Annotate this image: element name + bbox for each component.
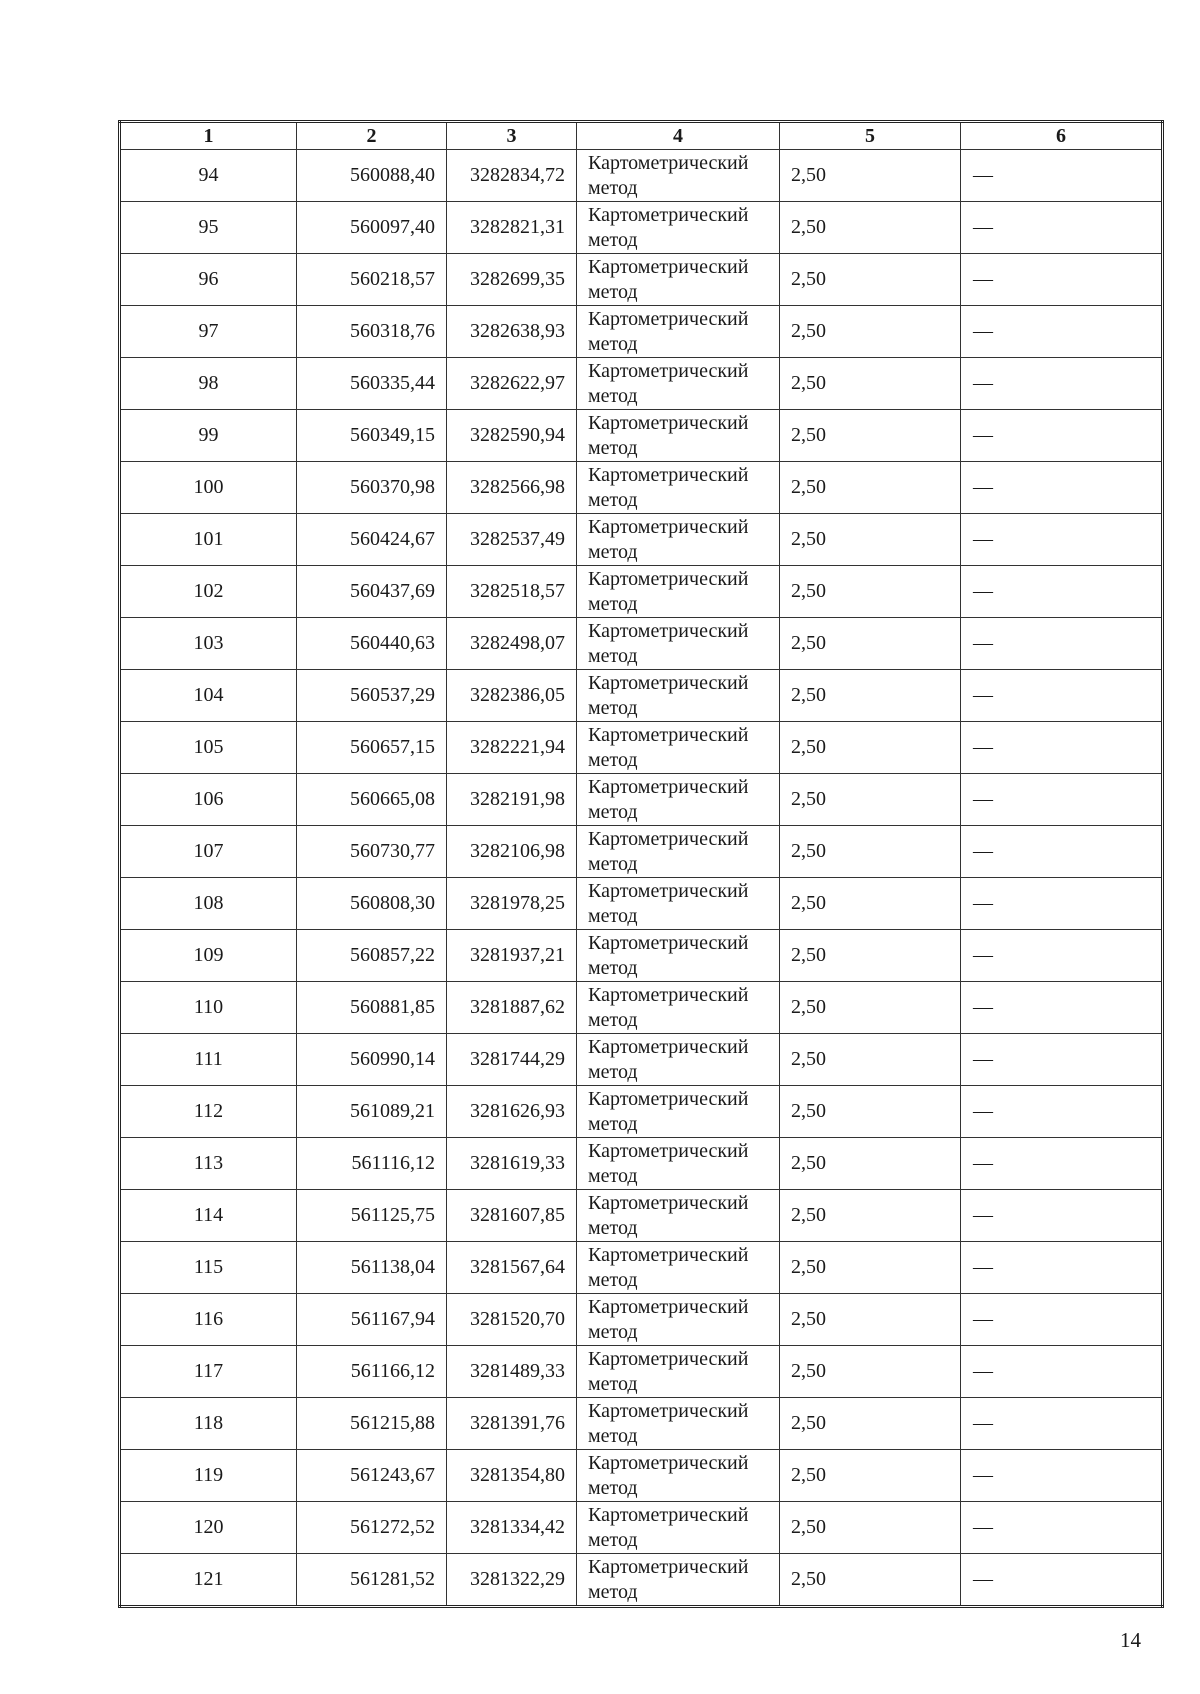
method-line-2: метод — [588, 904, 638, 927]
point-number-cell: 114 — [120, 1190, 297, 1242]
method-line-2: метод — [588, 1372, 638, 1395]
accuracy-cell: 2,50 — [780, 722, 961, 774]
table-row — [120, 982, 1163, 1034]
accuracy-cell: 2,50 — [780, 1554, 961, 1607]
method-cell — [577, 1450, 780, 1502]
point-number-cell: 104 — [120, 670, 297, 722]
note-cell: — — [961, 462, 1163, 514]
y-coordinate-cell: 3282590,94 — [447, 410, 577, 462]
y-coordinate-cell: 3281619,33 — [447, 1138, 577, 1190]
point-number-cell: 116 — [120, 1294, 297, 1346]
point-number-cell: 109 — [120, 930, 297, 982]
method-line-2: метод — [588, 228, 638, 251]
point-number-cell: 108 — [120, 878, 297, 930]
method-cell — [577, 202, 780, 254]
note-cell: — — [961, 1242, 1163, 1294]
note-cell: — — [961, 1190, 1163, 1242]
method-line-2: метод — [588, 1424, 638, 1447]
accuracy-cell: 2,50 — [780, 1346, 961, 1398]
method-cell — [577, 826, 780, 878]
method-line-1: Картометрический — [588, 879, 749, 902]
point-number-cell: 94 — [120, 150, 297, 202]
note-cell: — — [961, 878, 1163, 930]
table-row — [120, 306, 1163, 358]
accuracy-cell: 2,50 — [780, 306, 961, 358]
note-cell: — — [961, 982, 1163, 1034]
y-coordinate-cell: 3282699,35 — [447, 254, 577, 306]
method-line-2: метод — [588, 644, 638, 667]
table-row — [120, 1034, 1163, 1086]
note-cell: — — [961, 1086, 1163, 1138]
y-coordinate-cell: 3282498,07 — [447, 618, 577, 670]
column-header-2: 2 — [297, 122, 447, 150]
table-row — [120, 150, 1163, 202]
y-coordinate-cell: 3281489,33 — [447, 1346, 577, 1398]
table-row — [120, 358, 1163, 410]
method-line-2: метод — [588, 1216, 638, 1239]
note-cell: — — [961, 618, 1163, 670]
header-row — [120, 122, 1163, 150]
accuracy-cell: 2,50 — [780, 982, 961, 1034]
note-cell: — — [961, 254, 1163, 306]
accuracy-cell: 2,50 — [780, 1190, 961, 1242]
method-line-2: метод — [588, 1580, 638, 1603]
method-line-1: Картометрический — [588, 983, 749, 1006]
method-line-1: Картометрический — [588, 1087, 749, 1110]
accuracy-cell: 2,50 — [780, 358, 961, 410]
x-coordinate-cell: 560857,22 — [297, 930, 447, 982]
method-cell — [577, 774, 780, 826]
point-number-cell: 101 — [120, 514, 297, 566]
point-number-cell: 110 — [120, 982, 297, 1034]
x-coordinate-cell: 560808,30 — [297, 878, 447, 930]
note-cell: — — [961, 150, 1163, 202]
accuracy-cell: 2,50 — [780, 462, 961, 514]
method-line-1: Картометрический — [588, 307, 749, 330]
method-cell — [577, 670, 780, 722]
method-line-2: метод — [588, 1008, 638, 1031]
y-coordinate-cell: 3281567,64 — [447, 1242, 577, 1294]
point-number-cell: 117 — [120, 1346, 297, 1398]
point-number-cell: 120 — [120, 1502, 297, 1554]
method-line-1: Картометрический — [588, 1503, 749, 1526]
method-line-2: метод — [588, 1476, 638, 1499]
y-coordinate-cell: 3281937,21 — [447, 930, 577, 982]
note-cell: — — [961, 722, 1163, 774]
point-number-cell: 119 — [120, 1450, 297, 1502]
method-cell — [577, 1346, 780, 1398]
accuracy-cell: 2,50 — [780, 1138, 961, 1190]
accuracy-cell: 2,50 — [780, 1242, 961, 1294]
method-line-2: метод — [588, 332, 638, 355]
accuracy-cell: 2,50 — [780, 1034, 961, 1086]
y-coordinate-cell: 3282821,31 — [447, 202, 577, 254]
table-row — [120, 410, 1163, 462]
method-cell — [577, 254, 780, 306]
table-row — [120, 514, 1163, 566]
point-number-cell: 107 — [120, 826, 297, 878]
note-cell: — — [961, 566, 1163, 618]
column-header-6: 6 — [961, 122, 1163, 150]
note-cell: — — [961, 410, 1163, 462]
note-cell: — — [961, 1294, 1163, 1346]
table-row — [120, 670, 1163, 722]
y-coordinate-cell: 3282537,49 — [447, 514, 577, 566]
note-cell: — — [961, 670, 1163, 722]
note-cell: — — [961, 306, 1163, 358]
y-coordinate-cell: 3281354,80 — [447, 1450, 577, 1502]
table-row — [120, 1086, 1163, 1138]
x-coordinate-cell: 560088,40 — [297, 150, 447, 202]
method-cell — [577, 306, 780, 358]
y-coordinate-cell: 3282106,98 — [447, 826, 577, 878]
table-row — [120, 1190, 1163, 1242]
y-coordinate-cell: 3282622,97 — [447, 358, 577, 410]
point-number-cell: 105 — [120, 722, 297, 774]
x-coordinate-cell: 560990,14 — [297, 1034, 447, 1086]
method-line-1: Картометрический — [588, 1399, 749, 1422]
point-number-cell: 115 — [120, 1242, 297, 1294]
x-coordinate-cell: 561138,04 — [297, 1242, 447, 1294]
method-line-1: Картометрический — [588, 1295, 749, 1318]
y-coordinate-cell: 3282386,05 — [447, 670, 577, 722]
note-cell: — — [961, 774, 1163, 826]
method-line-1: Картометрический — [588, 1035, 749, 1058]
method-line-1: Картометрический — [588, 1451, 749, 1474]
accuracy-cell: 2,50 — [780, 202, 961, 254]
method-line-2: метод — [588, 1112, 638, 1135]
method-line-2: метод — [588, 280, 638, 303]
method-line-1: Картометрический — [588, 827, 749, 850]
accuracy-cell: 2,50 — [780, 1086, 961, 1138]
x-coordinate-cell: 560437,69 — [297, 566, 447, 618]
table-row — [120, 1138, 1163, 1190]
method-line-2: метод — [588, 696, 638, 719]
method-line-1: Картометрический — [588, 619, 749, 642]
accuracy-cell: 2,50 — [780, 878, 961, 930]
method-line-1: Картометрический — [588, 1139, 749, 1162]
point-number-cell: 113 — [120, 1138, 297, 1190]
x-coordinate-cell: 560424,67 — [297, 514, 447, 566]
note-cell: — — [961, 1138, 1163, 1190]
table-row — [120, 254, 1163, 306]
method-cell — [577, 566, 780, 618]
method-cell — [577, 514, 780, 566]
table-row — [120, 1450, 1163, 1502]
method-line-2: метод — [588, 1060, 638, 1083]
method-line-1: Картометрический — [588, 671, 749, 694]
column-header-4: 4 — [577, 122, 780, 150]
y-coordinate-cell: 3281626,93 — [447, 1086, 577, 1138]
x-coordinate-cell: 561243,67 — [297, 1450, 447, 1502]
x-coordinate-cell: 560318,76 — [297, 306, 447, 358]
point-number-cell: 98 — [120, 358, 297, 410]
y-coordinate-cell: 3281978,25 — [447, 878, 577, 930]
method-cell — [577, 1294, 780, 1346]
x-coordinate-cell: 561281,52 — [297, 1554, 447, 1607]
column-header-1: 1 — [120, 122, 297, 150]
accuracy-cell: 2,50 — [780, 514, 961, 566]
point-number-cell: 121 — [120, 1554, 297, 1607]
table-row — [120, 1554, 1163, 1607]
method-line-1: Картометрический — [588, 515, 749, 538]
point-number-cell: 96 — [120, 254, 297, 306]
method-line-2: метод — [588, 384, 638, 407]
point-number-cell: 95 — [120, 202, 297, 254]
method-cell — [577, 982, 780, 1034]
method-line-2: метод — [588, 488, 638, 511]
method-cell — [577, 1502, 780, 1554]
method-cell — [577, 1034, 780, 1086]
method-cell — [577, 462, 780, 514]
x-coordinate-cell: 561089,21 — [297, 1086, 447, 1138]
table-row — [120, 1242, 1163, 1294]
table-row — [120, 566, 1163, 618]
y-coordinate-cell: 3282221,94 — [447, 722, 577, 774]
method-cell — [577, 1242, 780, 1294]
table-row — [120, 1346, 1163, 1398]
point-number-cell: 99 — [120, 410, 297, 462]
accuracy-cell: 2,50 — [780, 618, 961, 670]
method-cell — [577, 930, 780, 982]
x-coordinate-cell: 560881,85 — [297, 982, 447, 1034]
y-coordinate-cell: 3282566,98 — [447, 462, 577, 514]
method-cell — [577, 1398, 780, 1450]
x-coordinate-cell: 561166,12 — [297, 1346, 447, 1398]
column-header-3: 3 — [447, 122, 577, 150]
note-cell: — — [961, 358, 1163, 410]
note-cell: — — [961, 1034, 1163, 1086]
method-line-2: метод — [588, 540, 638, 563]
method-cell — [577, 878, 780, 930]
note-cell: — — [961, 1346, 1163, 1398]
x-coordinate-cell: 560097,40 — [297, 202, 447, 254]
y-coordinate-cell: 3281334,42 — [447, 1502, 577, 1554]
note-cell: — — [961, 202, 1163, 254]
accuracy-cell: 2,50 — [780, 410, 961, 462]
x-coordinate-cell: 561116,12 — [297, 1138, 447, 1190]
table-row — [120, 826, 1163, 878]
method-line-1: Картометрический — [588, 775, 749, 798]
point-number-cell: 112 — [120, 1086, 297, 1138]
method-line-2: метод — [588, 852, 638, 875]
coordinates-table — [118, 120, 1164, 1608]
method-line-1: Картометрический — [588, 255, 749, 278]
x-coordinate-cell: 560335,44 — [297, 358, 447, 410]
table-row — [120, 722, 1163, 774]
accuracy-cell: 2,50 — [780, 774, 961, 826]
table-row — [120, 1398, 1163, 1450]
accuracy-cell: 2,50 — [780, 254, 961, 306]
method-cell — [577, 1190, 780, 1242]
table-row — [120, 202, 1163, 254]
note-cell: — — [961, 1554, 1163, 1607]
accuracy-cell: 2,50 — [780, 930, 961, 982]
method-line-1: Картометрический — [588, 359, 749, 382]
accuracy-cell: 2,50 — [780, 566, 961, 618]
method-line-2: метод — [588, 956, 638, 979]
note-cell: — — [961, 826, 1163, 878]
method-line-1: Картометрический — [588, 1555, 749, 1578]
table-row — [120, 878, 1163, 930]
point-number-cell: 97 — [120, 306, 297, 358]
method-line-2: метод — [588, 436, 638, 459]
y-coordinate-cell: 3281887,62 — [447, 982, 577, 1034]
method-cell — [577, 1138, 780, 1190]
method-line-2: метод — [588, 800, 638, 823]
method-cell — [577, 722, 780, 774]
y-coordinate-cell: 3282518,57 — [447, 566, 577, 618]
y-coordinate-cell: 3281391,76 — [447, 1398, 577, 1450]
method-line-2: метод — [588, 1268, 638, 1291]
x-coordinate-cell: 561125,75 — [297, 1190, 447, 1242]
note-cell: — — [961, 930, 1163, 982]
method-cell — [577, 358, 780, 410]
accuracy-cell: 2,50 — [780, 826, 961, 878]
method-line-1: Картометрический — [588, 203, 749, 226]
table-row — [120, 1294, 1163, 1346]
note-cell: — — [961, 1502, 1163, 1554]
method-cell — [577, 1554, 780, 1607]
x-coordinate-cell: 560349,15 — [297, 410, 447, 462]
method-line-1: Картометрический — [588, 1191, 749, 1214]
method-line-2: метод — [588, 1164, 638, 1187]
table-row — [120, 1502, 1163, 1554]
table-header — [120, 122, 1163, 150]
method-line-2: метод — [588, 176, 638, 199]
x-coordinate-cell: 560657,15 — [297, 722, 447, 774]
table-body — [120, 150, 1163, 1607]
column-header-5: 5 — [780, 122, 961, 150]
point-number-cell: 103 — [120, 618, 297, 670]
method-line-1: Картометрический — [588, 151, 749, 174]
x-coordinate-cell: 561272,52 — [297, 1502, 447, 1554]
method-cell — [577, 1086, 780, 1138]
method-line-1: Картометрический — [588, 1347, 749, 1370]
method-cell — [577, 410, 780, 462]
y-coordinate-cell: 3281607,85 — [447, 1190, 577, 1242]
x-coordinate-cell: 560730,77 — [297, 826, 447, 878]
note-cell: — — [961, 1398, 1163, 1450]
table-row — [120, 618, 1163, 670]
accuracy-cell: 2,50 — [780, 670, 961, 722]
point-number-cell: 118 — [120, 1398, 297, 1450]
x-coordinate-cell: 560537,29 — [297, 670, 447, 722]
method-line-1: Картометрический — [588, 411, 749, 434]
method-line-1: Картометрический — [588, 1243, 749, 1266]
method-line-2: метод — [588, 748, 638, 771]
method-line-1: Картометрический — [588, 931, 749, 954]
note-cell: — — [961, 1450, 1163, 1502]
x-coordinate-cell: 560665,08 — [297, 774, 447, 826]
method-line-2: метод — [588, 1320, 638, 1343]
y-coordinate-cell: 3282638,93 — [447, 306, 577, 358]
x-coordinate-cell: 560370,98 — [297, 462, 447, 514]
x-coordinate-cell: 561167,94 — [297, 1294, 447, 1346]
method-line-1: Картометрический — [588, 567, 749, 590]
accuracy-cell: 2,50 — [780, 150, 961, 202]
y-coordinate-cell: 3282834,72 — [447, 150, 577, 202]
page-number: 14 — [1120, 1628, 1141, 1652]
method-line-2: метод — [588, 592, 638, 615]
method-line-1: Картометрический — [588, 463, 749, 486]
y-coordinate-cell: 3282191,98 — [447, 774, 577, 826]
accuracy-cell: 2,50 — [780, 1502, 961, 1554]
accuracy-cell: 2,50 — [780, 1294, 961, 1346]
method-line-1: Картометрический — [588, 723, 749, 746]
y-coordinate-cell: 3281744,29 — [447, 1034, 577, 1086]
accuracy-cell: 2,50 — [780, 1450, 961, 1502]
accuracy-cell: 2,50 — [780, 1398, 961, 1450]
point-number-cell: 100 — [120, 462, 297, 514]
y-coordinate-cell: 3281322,29 — [447, 1554, 577, 1607]
x-coordinate-cell: 560218,57 — [297, 254, 447, 306]
point-number-cell: 111 — [120, 1034, 297, 1086]
point-number-cell: 106 — [120, 774, 297, 826]
method-cell — [577, 150, 780, 202]
note-cell: — — [961, 514, 1163, 566]
method-line-2: метод — [588, 1528, 638, 1551]
x-coordinate-cell: 560440,63 — [297, 618, 447, 670]
y-coordinate-cell: 3281520,70 — [447, 1294, 577, 1346]
table-row — [120, 462, 1163, 514]
point-number-cell: 102 — [120, 566, 297, 618]
x-coordinate-cell: 561215,88 — [297, 1398, 447, 1450]
table-row — [120, 930, 1163, 982]
table-row — [120, 774, 1163, 826]
method-cell — [577, 618, 780, 670]
